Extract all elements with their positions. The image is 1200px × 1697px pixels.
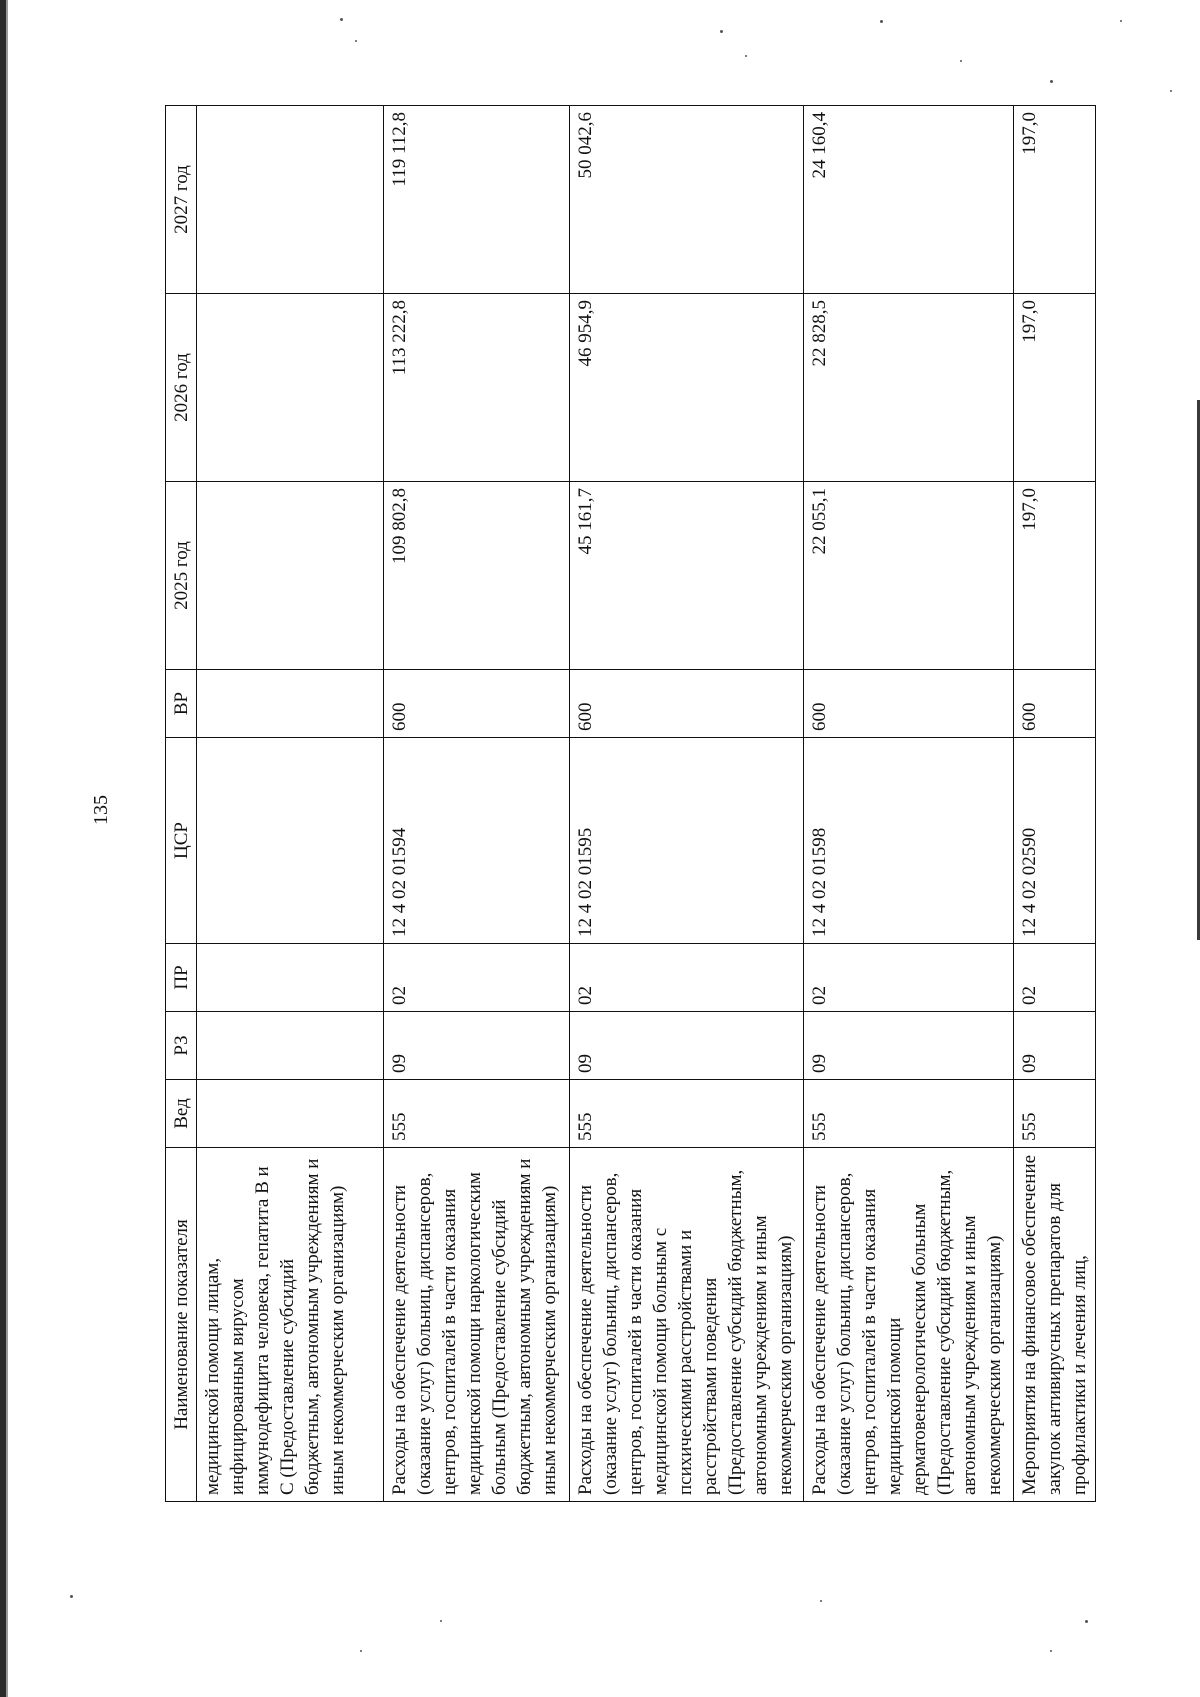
- scan-speck: [880, 20, 883, 23]
- table-row: [804, 106, 1014, 1502]
- scan-speck: [440, 1620, 442, 1622]
- row-vr: 600: [570, 670, 804, 738]
- row-ved: [197, 1080, 384, 1148]
- budget-table: [165, 105, 1096, 1502]
- row-rz: [197, 1012, 384, 1080]
- scan-speck: [960, 60, 962, 62]
- row-csr: 12 4 02 01595: [570, 738, 804, 944]
- row-csr: 12 4 02 01594: [384, 738, 570, 944]
- page-number: 135: [90, 795, 112, 825]
- scan-edge-left-shadow: [6, 0, 8, 1697]
- table-row: [197, 106, 384, 1502]
- row-name: Мероприятия на финансовое обеспечение закупок антивирусных препаратов для профилактики и лечения лиц,: [1014, 1148, 1096, 1502]
- row-2026: 113 222,8: [384, 294, 570, 482]
- scan-speck: [1120, 20, 1122, 22]
- scan-speck: [1170, 90, 1172, 92]
- scan-speck: [745, 55, 747, 57]
- row-pr: 02: [1014, 944, 1096, 1012]
- row-2025: [197, 482, 384, 670]
- row-pr: 02: [384, 944, 570, 1012]
- row-2025: 45 161,7: [570, 482, 804, 670]
- row-2026: [197, 294, 384, 482]
- scan-speck: [820, 1600, 822, 1602]
- scan-speck: [360, 1650, 362, 1652]
- row-2027: 197,0: [1014, 106, 1096, 294]
- row-2027: [197, 106, 384, 294]
- table-row: [384, 106, 570, 1502]
- row-vr: 600: [384, 670, 570, 738]
- row-vr: 600: [804, 670, 1014, 738]
- row-csr: 12 4 02 02590: [1014, 738, 1096, 944]
- row-csr: 12 4 02 01598: [804, 738, 1014, 944]
- row-2027: 119 112,8: [384, 106, 570, 294]
- header-csr: ЦСР: [166, 738, 197, 944]
- header-name: Наименование показателя: [166, 1148, 197, 1502]
- table-row: [570, 106, 804, 1502]
- scan-speck: [1050, 1650, 1052, 1652]
- row-name: медицинской помощи лицам, инфицированным вирусом иммунодефицита человека, гепатита B и C (Предоставление субсидий бюджетным, автономным учреждениям и иным некоммерческим организациям): [197, 1148, 384, 1502]
- row-rz: 09: [804, 1012, 1014, 1080]
- row-ved: 555: [384, 1080, 570, 1148]
- scan-speck: [70, 1595, 73, 1598]
- header-2025: 2025 год: [166, 482, 197, 670]
- header-rz: РЗ: [166, 1012, 197, 1080]
- row-csr: [197, 738, 384, 944]
- row-2027: 50 042,6: [570, 106, 804, 294]
- row-name: Расходы на обеспечение деятельности (оказание услуг) больниц, диспансеров, центров, госпиталей в части оказания медицинской помощи больным с психическими расстройствами и расстройствами поведения (Предоставление субсидий бюджетным, автономным учреждениям и иным некоммерческим организациям): [570, 1148, 804, 1502]
- row-ved: 555: [1014, 1080, 1096, 1148]
- table-header-row: [166, 106, 197, 1502]
- row-2025: 109 802,8: [384, 482, 570, 670]
- row-rz: 09: [1014, 1012, 1096, 1080]
- row-2025: 197,0: [1014, 482, 1096, 670]
- scan-speck: [1050, 80, 1053, 83]
- row-ved: 555: [804, 1080, 1014, 1148]
- row-2025: 22 055,1: [804, 482, 1014, 670]
- row-pr: 02: [570, 944, 804, 1012]
- row-2026: 197,0: [1014, 294, 1096, 482]
- scan-speck: [340, 18, 343, 21]
- header-vr: ВР: [166, 670, 197, 738]
- table-row: [1014, 106, 1096, 1502]
- row-pr: [197, 944, 384, 1012]
- header-2027: 2027 год: [166, 106, 197, 294]
- scan-speck: [1085, 1620, 1088, 1623]
- row-name: Расходы на обеспечение деятельности (оказание услуг) больниц, диспансеров, центров, госпиталей в части оказания медицинской помощи наркологическим больным (Предоставление субсидий бюджетным, автономным учреждениям и иным некоммерческим организациям): [384, 1148, 570, 1502]
- header-2026: 2026 год: [166, 294, 197, 482]
- row-pr: 02: [804, 944, 1014, 1012]
- row-2027: 24 160,4: [804, 106, 1014, 294]
- row-rz: 09: [384, 1012, 570, 1080]
- row-2026: 46 954,9: [570, 294, 804, 482]
- scan-speck: [355, 40, 357, 42]
- row-name: Расходы на обеспечение деятельности (оказание услуг) больниц, диспансеров, центров, госпиталей в части оказания медицинской помощи дерматовенерологическим больным (Предоставление субсидий бюджетным, автономным учреждениям и иным некоммерческим организациям): [804, 1148, 1014, 1502]
- row-2026: 22 828,5: [804, 294, 1014, 482]
- row-vr: [197, 670, 384, 738]
- rotated-table-container: [165, 106, 1090, 1502]
- row-vr: 600: [1014, 670, 1096, 738]
- header-pr: ПР: [166, 944, 197, 1012]
- scan-speck: [720, 30, 723, 33]
- header-ved: Вед: [166, 1080, 197, 1148]
- row-ved: 555: [570, 1080, 804, 1148]
- row-rz: 09: [570, 1012, 804, 1080]
